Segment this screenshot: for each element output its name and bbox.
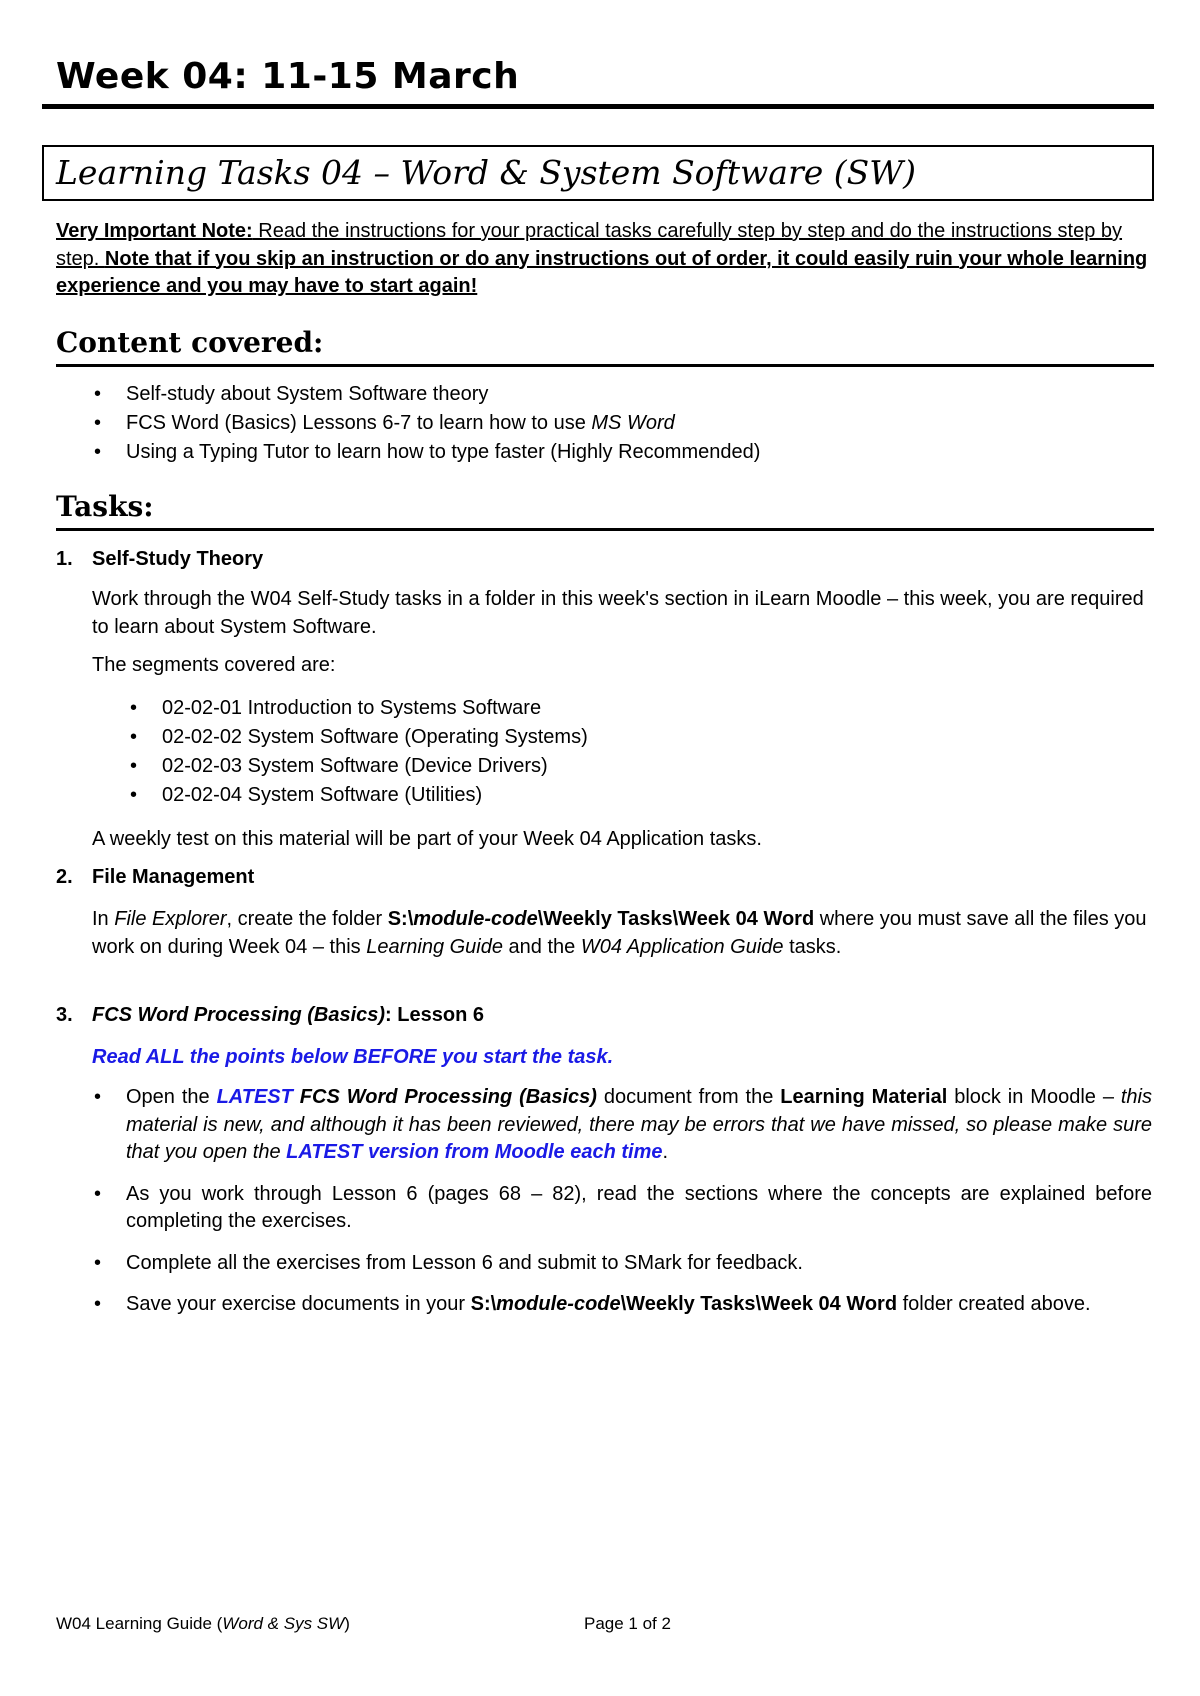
tasks-divider — [56, 528, 1154, 531]
footer-page-number: Page 1 of 2 — [584, 1614, 671, 1633]
important-note-label: Very Important Note: — [56, 220, 253, 242]
week-title: Week 04: 11-15 March — [56, 56, 520, 97]
important-note-warning: Note that if you skip an instruction or do any instructions out of order, it could easily ruin your whole learning experience and you may have to start again! — [56, 247, 1148, 297]
list-item: • Save your exercise documents in your S:\module-code\Weekly Tasks\Week 04 Word folder created above. — [92, 1291, 1152, 1319]
task-1-number: 1. — [56, 548, 73, 570]
list-item: • As you work through Lesson 6 (pages 68 – 82), read the sections where the concepts are explained before completing the exercises. — [94, 1182, 1152, 1232]
bullet-icon: • — [94, 412, 102, 434]
bullet-icon: • — [94, 1251, 102, 1274]
content-covered-list — [92, 380, 1152, 467]
content-covered-heading: Content covered: — [56, 326, 324, 359]
learning-tasks-title: Learning Tasks 04 – Word & System Software (SW) — [56, 153, 917, 192]
task-2-paragraph: In File Explorer, create the folder S:\module-code\Weekly Tasks\Week 04 Word where you must save all the files you work on during Week 04 – this Learning Guide and the W04 Application Guide tasks. — [92, 908, 1147, 958]
bullet-icon: • — [130, 726, 138, 748]
segments-list — [128, 694, 1152, 810]
title-divider — [42, 104, 1154, 109]
bullet-icon: • — [130, 755, 138, 777]
bullet-icon: • — [94, 1182, 102, 1205]
task-1-title: Self-Study Theory — [92, 548, 264, 570]
tasks-heading: Tasks: — [56, 490, 154, 523]
list-item: • 02-02-04 System Software (Utilities) — [128, 781, 1152, 810]
list-item: • Self-study about System Software theory — [92, 380, 1152, 409]
list-item: • Complete all the exercises from Lesson 6 and submit to SMark for feedback. — [92, 1250, 1152, 1278]
bullet-icon: • — [94, 1086, 102, 1108]
task-3-number: 3. — [56, 1004, 73, 1026]
bullet-icon: • — [130, 697, 138, 719]
footer-document-name: W04 Learning Guide (Word & Sys SW) — [56, 1614, 350, 1633]
list-item: • Open the LATEST FCS Word Processing (Basics) document from the Learning Material block in Moodle – this material is new, and although it has been reviewed, there may be errors that we have missed, so please make sure that you open the LATEST version from Moodle each time. — [94, 1086, 1152, 1163]
list-item: • 02-02-03 System Software (Device Drivers) — [128, 752, 1152, 781]
bullet-icon: • — [94, 441, 102, 463]
important-note-text: Read the instructions for your practical tasks carefully step by step and do the instructions step by step. — [56, 220, 1123, 270]
learning-tasks-banner — [42, 145, 1154, 201]
list-item: • FCS Word (Basics) Lessons 6-7 to learn how to use MS Word — [92, 409, 1152, 438]
task-3-list — [92, 1084, 1152, 1319]
list-item: • Using a Typing Tutor to learn how to type faster (Highly Recommended) — [92, 438, 1152, 467]
bullet-icon: • — [94, 1293, 102, 1315]
list-item: • 02-02-01 Introduction to Systems Software — [128, 694, 1152, 723]
list-item: • 02-02-02 System Software (Operating Systems) — [128, 723, 1152, 752]
task-3-title: FCS Word Processing (Basics): Lesson 6 — [92, 1004, 484, 1026]
task-2-title: File Management — [92, 866, 255, 888]
bullet-icon: • — [130, 784, 138, 806]
read-all-instruction: Read ALL the points below BEFORE you start the task. — [92, 1046, 614, 1068]
content-covered-divider — [56, 364, 1154, 367]
important-note — [56, 218, 1152, 301]
task-1-paragraph: Work through the W04 Self-Study tasks in a folder in this week's section in iLearn Moodle – this week, you are required to learn about System Software. — [92, 588, 1144, 638]
task-2-number: 2. — [56, 866, 73, 888]
bullet-icon: • — [94, 383, 102, 405]
task-1-segments-intro: The segments covered are: — [92, 654, 336, 676]
task-1-weekly-test: A weekly test on this material will be part of your Week 04 Application tasks. — [92, 828, 762, 850]
